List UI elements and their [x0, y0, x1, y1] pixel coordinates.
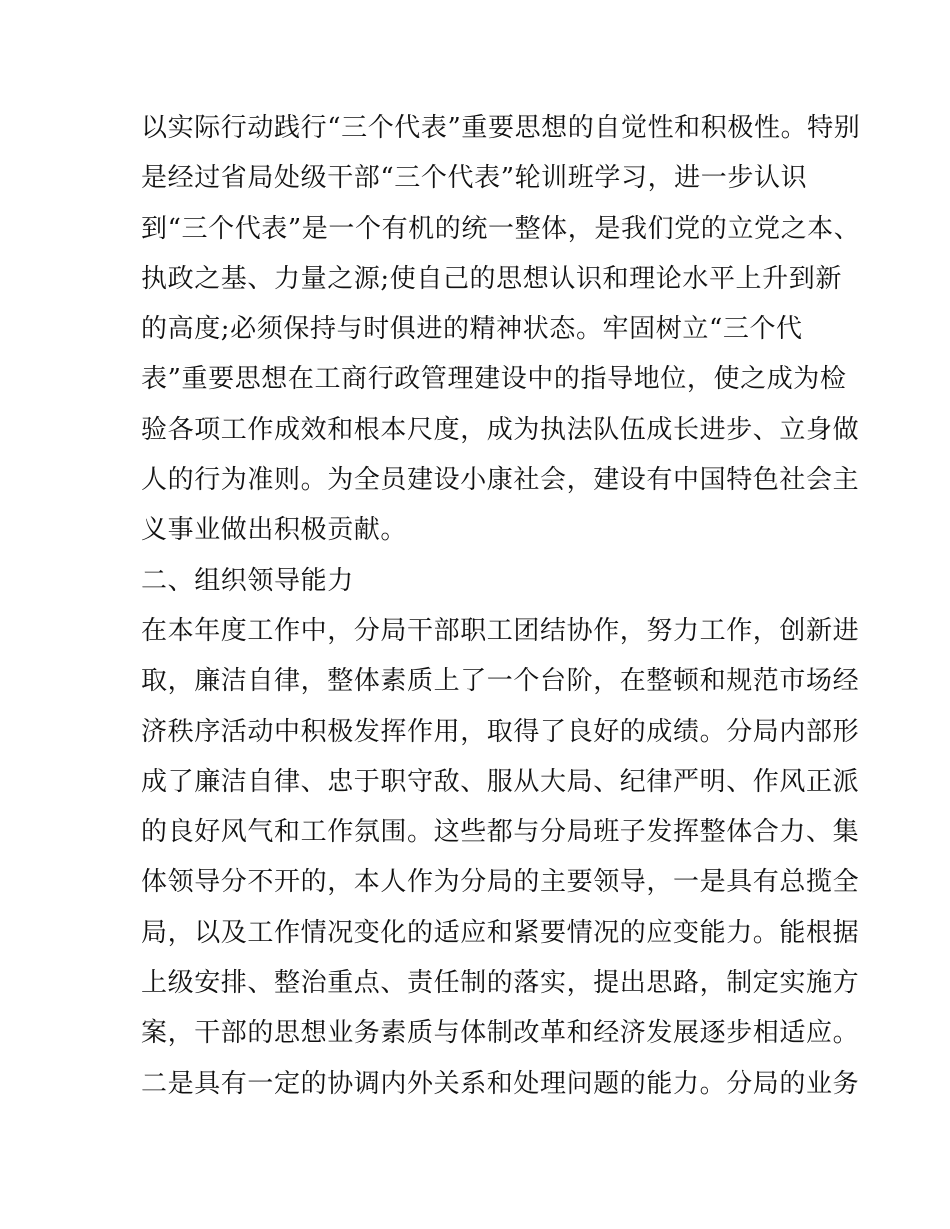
- text-line: 在本年度工作中，分局干部职工团结协作，努力工作，创新进: [141, 615, 860, 646]
- text-line: 济秩序活动中积极发挥作用，取得了良好的成绩。分局内部形: [141, 716, 860, 747]
- text-line: 局，以及工作情况变化的适应和紧要情况的应变能力。能根据: [141, 917, 860, 948]
- text-line: 以实际行动践行“三个代表”重要思想的自觉性和积极性。特别: [141, 113, 861, 143]
- text-line: 上级安排、整治重点、责任制的落实，提出思路，制定实施方: [141, 968, 860, 999]
- text-line: 体领导分不开的，本人作为分局的主要领导，一是具有总揽全: [141, 867, 860, 898]
- text-line: 人的行为准则。为全员建设小康社会，建设有中国特色社会主: [141, 465, 860, 496]
- text-line: 义事业做出积极贡献。: [141, 515, 408, 546]
- text-line: 的良好风气和工作氛围。这些都与分局班子发挥整体合力、集: [141, 817, 860, 848]
- text-line: 取，廉洁自律，整体素质上了一个台阶，在整顿和规范市场经: [141, 666, 860, 697]
- text-line: 成了廉洁自律、忠于职守敌、服从大局、纪律严明、作风正派: [141, 766, 860, 797]
- text-line: 二是具有一定的协调内外关系和处理问题的能力。分局的业务: [141, 1068, 860, 1099]
- text-line: 表”重要思想在工商行政管理建设中的指导地位，使之成为检: [141, 364, 847, 395]
- text-line: 验各项工作成效和根本尺度，成为执法队伍成长进步、立身做: [141, 414, 860, 445]
- document-body: [141, 103, 861, 1109]
- section-heading: 二、组织领导能力: [141, 565, 354, 596]
- text-line: 到“三个代表”是一个有机的统一整体，是我们党的立党之本、: [141, 213, 861, 244]
- text-line: 执政之基、力量之源;使自己的思想认识和理论水平上升到新: [141, 263, 842, 294]
- text-line: 案，干部的思想业务素质与体制改革和经济发展逐步相适应。: [141, 1018, 860, 1049]
- text-line: 是经过省局处级干部“三个代表”轮训班学习，进一步认识: [141, 163, 808, 194]
- text-line: 的高度;必须保持与时俱进的精神状态。牢固树立“三个代: [141, 314, 803, 345]
